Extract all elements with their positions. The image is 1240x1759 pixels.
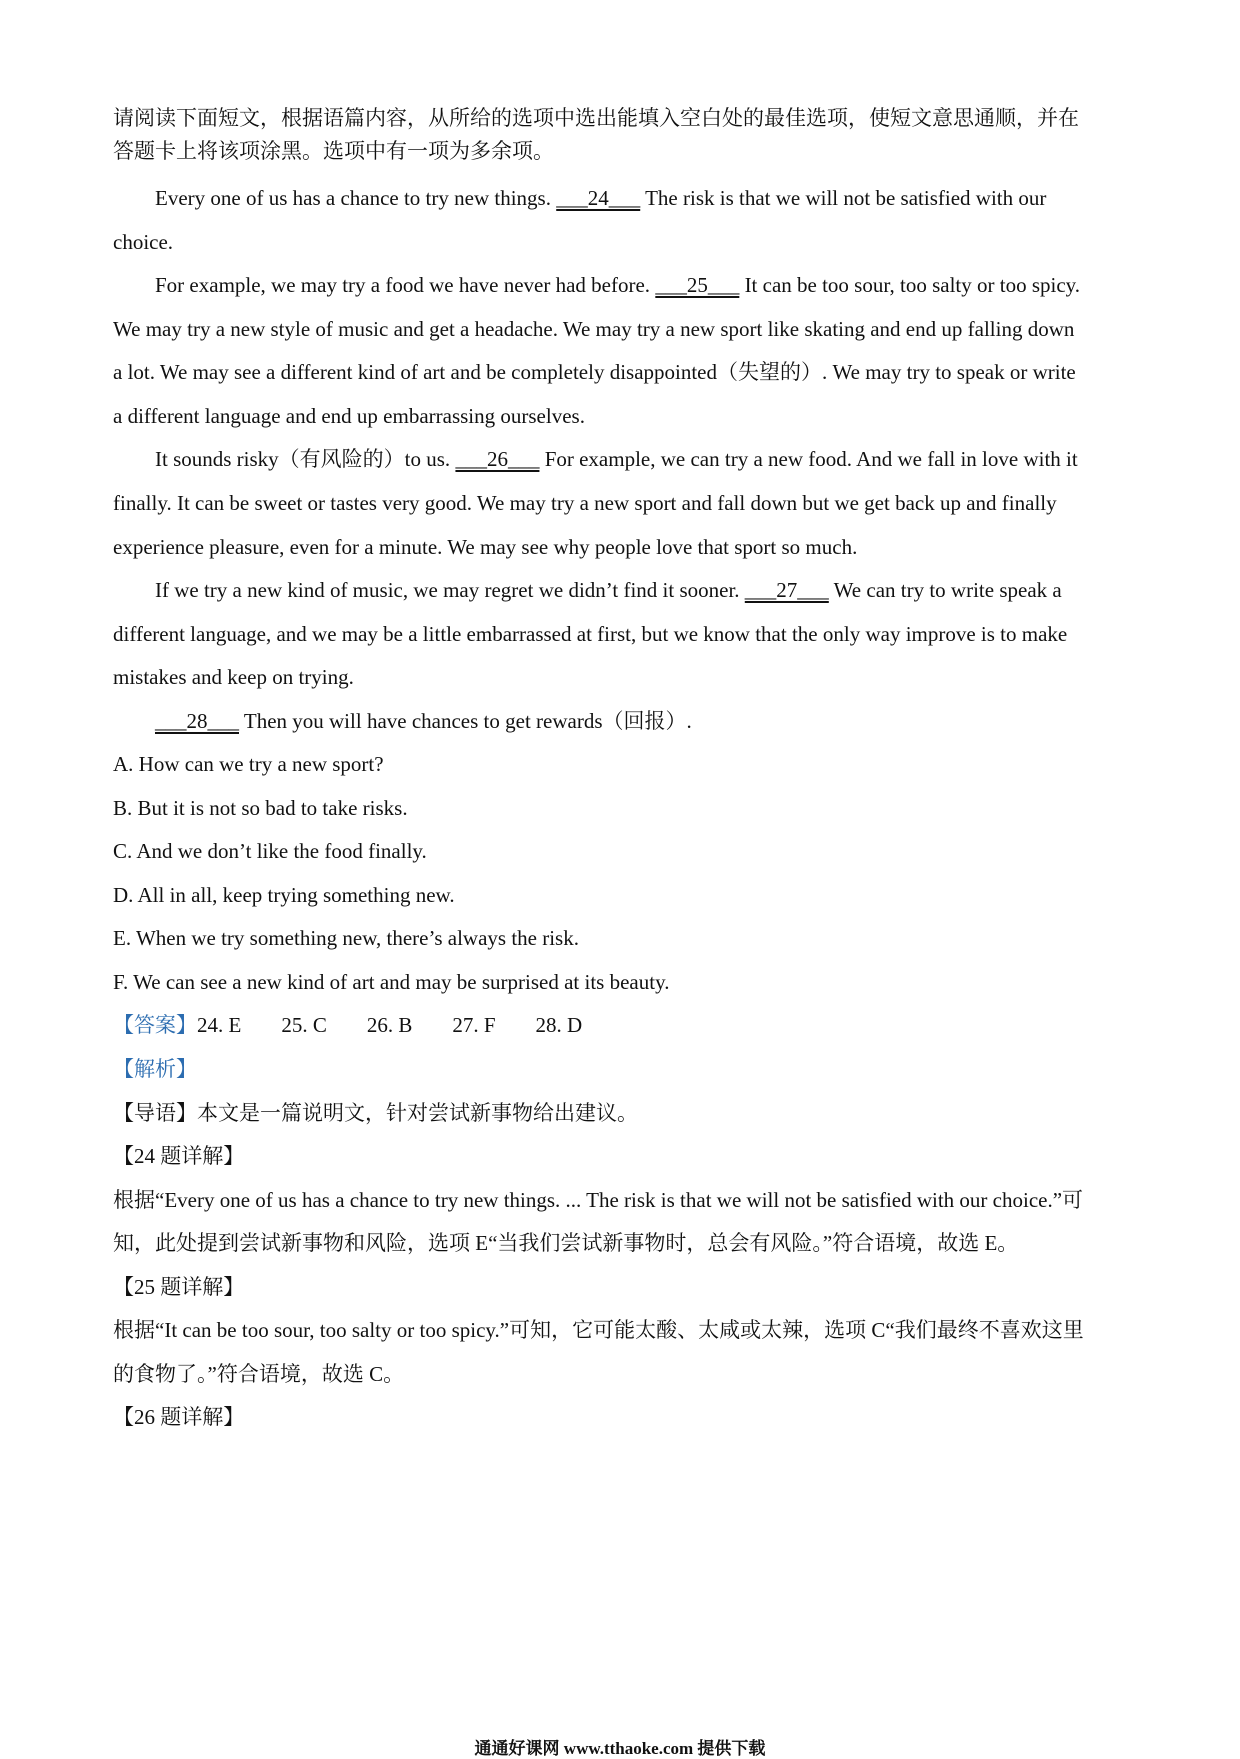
answer-line	[113, 1013, 582, 1037]
passage-line: a different language and end up embarrassing ourselves.	[113, 404, 585, 428]
q25-explanation-line: 的食物了。”符合语境，故选 C。	[113, 1362, 405, 1386]
passage-line	[155, 273, 1080, 297]
passage-text: If we try a new kind of music, we may regret we didn’t find it sooner.	[155, 578, 745, 602]
passage-line: finally. It can be sweet or tastes very good. We may try a new sport and fall down but we get back up and finally	[113, 491, 1057, 515]
option-b: B. But it is not so bad to take risks.	[113, 796, 408, 820]
passage-text: We can try to write speak a	[828, 578, 1062, 602]
page-footer: 通通好课网 www.tthaoke.com 提供下载	[474, 1739, 766, 1758]
answer-item: 25. C	[281, 1013, 327, 1037]
answer-item: 24. E	[197, 1013, 242, 1037]
blank-27: ___27___	[744, 578, 829, 602]
option-f: F. We can see a new kind of art and may be surprised at its beauty.	[113, 970, 670, 994]
passage-line	[155, 447, 1078, 471]
option-a: A. How can we try a new sport?	[113, 752, 384, 776]
option-e: E. When we try something new, there’s always the risk.	[113, 926, 579, 950]
q24-explanation-line: 根据“Every one of us has a chance to try new things. ... The risk is that we will not be satisfied with our choice.”可	[113, 1188, 1084, 1212]
passage-line: a lot. We may see a different kind of art and be completely disappointed（失望的）. We may try to speak or write	[113, 360, 1076, 384]
q24-title: 【24 题详解】	[113, 1144, 245, 1168]
passage-text: The risk is that we will not be satisfied with our	[640, 186, 1047, 210]
blank-26: ___26___	[455, 447, 540, 471]
q25-title: 【25 题详解】	[113, 1275, 245, 1299]
passage-line: experience pleasure, even for a minute. We may see why people love that sport so much.	[113, 535, 858, 559]
passage-line	[155, 186, 1046, 210]
option-c: C. And we don’t like the food finally.	[113, 839, 427, 863]
blank-28: ___28___	[155, 709, 239, 733]
passage-line: We may try a new style of music and get a headache. We may try a new sport like skating and end up falling down	[113, 317, 1075, 341]
passage-text: Then you will have chances to get rewards（回报）.	[239, 709, 692, 733]
instructions-line-1: 请阅读下面短文，根据语篇内容，从所给的选项中选出能填入空白处的最佳选项，使短文意思通顺，并在	[113, 106, 1079, 130]
q25-explanation-line: 根据“It can be too sour, too salty or too spicy.”可知，它可能太酸、太咸或太辣，选项 C“我们最终不喜欢这里	[113, 1318, 1084, 1342]
passage-text: It can be too sour, too salty or too spicy.	[739, 273, 1081, 297]
passage-text: For example, we may try a food we have never had before.	[155, 273, 656, 297]
option-d: D. All in all, keep trying something new.	[113, 883, 455, 907]
instructions-line-2: 答题卡上将该项涂黑。选项中有一项为多余项。	[113, 139, 554, 163]
passage-text: For example, we can try a new food. And we fall in love with it	[539, 447, 1078, 471]
answer-item: 26. B	[366, 1013, 413, 1037]
q24-explanation-line: 知，此处提到尝试新事物和风险，选项 E“当我们尝试新事物时，总会有风险。”符合语境，故选 E。	[113, 1231, 1019, 1255]
analysis-label: 【解析】	[113, 1057, 197, 1081]
passage-line	[155, 709, 692, 733]
analysis-guide: 【导语】本文是一篇说明文，针对尝试新事物给出建议。	[113, 1101, 638, 1125]
passage-line: choice.	[113, 230, 174, 254]
blank-24: ___24___	[556, 186, 641, 210]
passage-line: mistakes and keep on trying.	[113, 665, 354, 689]
passage-text: Every one of us has a chance to try new things.	[155, 186, 557, 210]
passage-text: It sounds risky（有风险的）to us.	[155, 447, 456, 471]
passage-line: different language, and we may be a little embarrassed at first, but we know that the only way improve is to make	[113, 622, 1068, 646]
passage-line	[155, 578, 1062, 602]
answer-item: 27. F	[452, 1013, 496, 1037]
answer-label: 【答案】	[113, 1013, 197, 1037]
answer-item: 28. D	[535, 1013, 583, 1037]
q26-title: 【26 题详解】	[113, 1405, 245, 1429]
blank-25: ___25___	[655, 273, 740, 297]
